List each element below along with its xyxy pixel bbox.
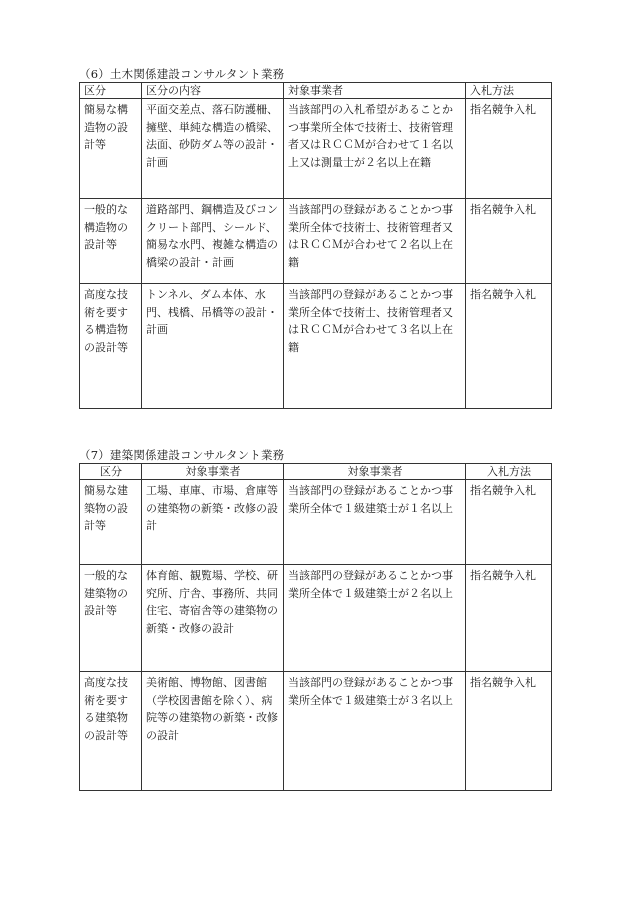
- table-header-row: [80, 464, 552, 480]
- civil-consultant-table: [79, 82, 552, 409]
- table-row: [80, 672, 552, 791]
- cell-category: 高度な技術を要する建築物の設計等: [80, 672, 142, 791]
- cell-method: 指名競争入札: [466, 99, 552, 199]
- table-row: [80, 565, 552, 672]
- cell-eligible: 当該部門の登録があることかつ事業所全体で１級建築士が１名以上: [284, 480, 466, 565]
- cell-eligible: 当該部門の登録があることかつ事業所全体で１級建築士が２名以上: [284, 565, 466, 672]
- cell-category: 簡易な構造物の設計等: [80, 99, 142, 199]
- cell-content: 道路部門、鋼構造及びコンクリート部門、シールド、簡易な水門、複雑な構造の橋梁の設計・計画: [142, 199, 284, 284]
- header-content: 区分の内容: [142, 83, 284, 99]
- cell-method: 指名競争入札: [466, 284, 552, 409]
- header-content: 対象事業者: [142, 464, 284, 480]
- cell-content: 工場、車庫、市場、倉庫等の建築物の新築・改修の設計: [142, 480, 284, 565]
- cell-category: 一般的な建築物の設計等: [80, 565, 142, 672]
- header-eligible: 対象事業者: [284, 83, 466, 99]
- cell-category: 高度な技術を要する構造物の設計等: [80, 284, 142, 409]
- header-method: 入札方法: [466, 83, 552, 99]
- header-method: 入札方法: [466, 464, 552, 480]
- section-7-title: （7）建築関係建設コンサルタント業務: [79, 448, 285, 462]
- header-category: 区分: [80, 464, 142, 480]
- header-eligible: 対象事業者: [284, 464, 466, 480]
- table-row: [80, 99, 552, 199]
- cell-content: 体育館、観覧場、学校、研究所、庁舎、事務所、共同住宅、寄宿舎等の建築物の新築・改修の設計: [142, 565, 284, 672]
- cell-method: 指名競争入札: [466, 480, 552, 565]
- header-category: 区分: [80, 83, 142, 99]
- section-6-title: （6）土木関係建設コンサルタント業務: [79, 67, 285, 81]
- cell-content: トンネル、ダム本体、水門、桟橋、吊橋等の設計・計画: [142, 284, 284, 409]
- table-header-row: [80, 83, 552, 99]
- cell-eligible: 当該部門の登録があることかつ事業所全体で技術士、技術管理者又はＲＣＣＭが合わせて２名以上在籍: [284, 199, 466, 284]
- cell-category: 一般的な構造物の設計等: [80, 199, 142, 284]
- cell-content: 平面交差点、落石防護柵、擁壁、単純な構造の橋梁、法面、砂防ダム等の設計・計画: [142, 99, 284, 199]
- cell-content: 美術館、博物館、図書館（学校図書館を除く）、病院等の建築物の新築・改修の設計: [142, 672, 284, 791]
- table-row: [80, 480, 552, 565]
- cell-eligible: 当該部門の登録があることかつ事業所全体で１級建築士が３名以上: [284, 672, 466, 791]
- cell-category: 簡易な建築物の設計等: [80, 480, 142, 565]
- table-row: [80, 199, 552, 284]
- cell-eligible: 当該部門の登録があることかつ事業所全体で技術士、技術管理者又はＲＣＣＭが合わせて３名以上在籍: [284, 284, 466, 409]
- cell-method: 指名競争入札: [466, 672, 552, 791]
- table-row: [80, 284, 552, 409]
- architecture-consultant-table: [79, 463, 552, 791]
- cell-eligible: 当該部門の入札希望があることかつ事業所全体で技術士、技術管理者又はＲＣＣＭが合わせて１名以上又は測量士が２名以上在籍: [284, 99, 466, 199]
- cell-method: 指名競争入札: [466, 565, 552, 672]
- cell-method: 指名競争入札: [466, 199, 552, 284]
